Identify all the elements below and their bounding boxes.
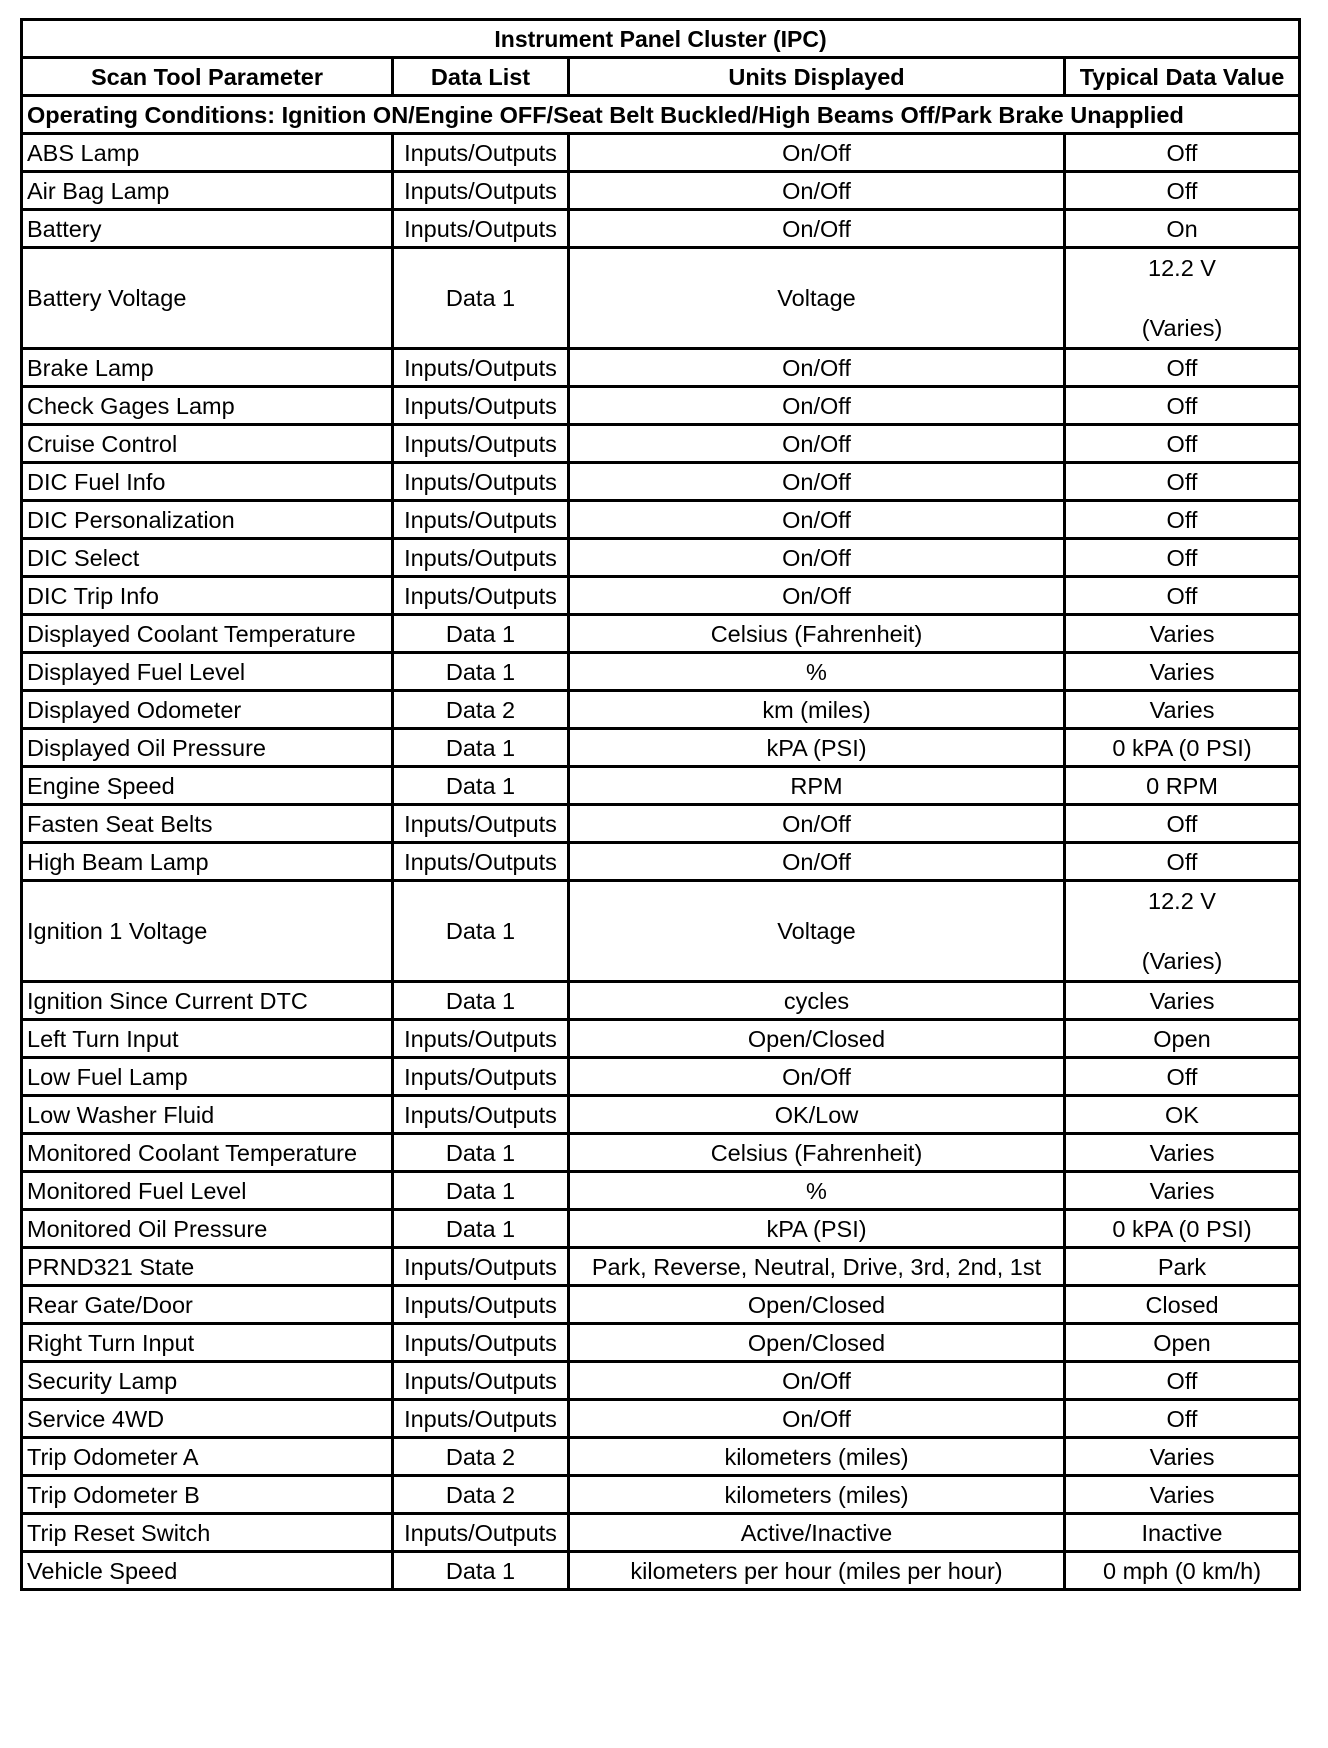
typical-value-cell: Open: [1065, 1324, 1300, 1362]
operating-conditions: Operating Conditions: Ignition ON/Engine OFF/Seat Belt Buckled/High Beams Off/Park Brake Unapplied: [22, 96, 1300, 134]
typical-value-cell: Off: [1065, 1400, 1300, 1438]
header-data-list: Data List: [393, 58, 569, 96]
table-header-row: [22, 58, 1300, 96]
table-row: [22, 172, 1300, 210]
data-list-cell: Inputs/Outputs: [393, 210, 569, 248]
units-cell: kilometers (miles): [569, 1476, 1065, 1514]
data-list-cell: Inputs/Outputs: [393, 577, 569, 615]
table-row: [22, 425, 1300, 463]
parameter-cell: Right Turn Input: [22, 1324, 393, 1362]
data-list-cell: Inputs/Outputs: [393, 1020, 569, 1058]
units-cell: On/Off: [569, 387, 1065, 425]
typical-value-cell: Varies: [1065, 1476, 1300, 1514]
parameter-cell: DIC Select: [22, 539, 393, 577]
table-title: Instrument Panel Cluster (IPC): [22, 20, 1300, 58]
header-units-displayed: Units Displayed: [569, 58, 1065, 96]
typical-value-cell: Off: [1065, 387, 1300, 425]
ipc-data-table: [20, 18, 1301, 1591]
data-list-cell: Data 2: [393, 691, 569, 729]
table-row: [22, 387, 1300, 425]
parameter-cell: Security Lamp: [22, 1362, 393, 1400]
parameter-cell: Low Fuel Lamp: [22, 1058, 393, 1096]
units-cell: cycles: [569, 982, 1065, 1020]
table-title-row: [22, 20, 1300, 58]
parameter-cell: Monitored Fuel Level: [22, 1172, 393, 1210]
typical-value-note: (Varies): [1141, 948, 1223, 974]
table-row: [22, 1552, 1300, 1590]
units-cell: Voltage: [569, 881, 1065, 982]
data-list-cell: Inputs/Outputs: [393, 539, 569, 577]
typical-value-cell: Varies: [1065, 1134, 1300, 1172]
data-list-cell: Data 1: [393, 1210, 569, 1248]
table-row: [22, 982, 1300, 1020]
data-list-cell: Data 1: [393, 1134, 569, 1172]
data-list-cell: Inputs/Outputs: [393, 1248, 569, 1286]
data-list-cell: Data 1: [393, 767, 569, 805]
table-row: [22, 1172, 1300, 1210]
typical-value-cell: Off: [1065, 463, 1300, 501]
table-row: [22, 210, 1300, 248]
parameter-cell: Displayed Odometer: [22, 691, 393, 729]
parameter-cell: DIC Personalization: [22, 501, 393, 539]
parameter-cell: Service 4WD: [22, 1400, 393, 1438]
data-list-cell: Data 1: [393, 729, 569, 767]
typical-value-cell: Off: [1065, 1362, 1300, 1400]
table-row: [22, 539, 1300, 577]
table-row: [22, 881, 1300, 982]
units-cell: On/Off: [569, 1362, 1065, 1400]
units-cell: On/Off: [569, 134, 1065, 172]
typical-value-cell: Off: [1065, 805, 1300, 843]
units-cell: Open/Closed: [569, 1020, 1065, 1058]
typical-value-cell: 0 mph (0 km/h): [1065, 1552, 1300, 1590]
table-row: [22, 1286, 1300, 1324]
units-cell: Active/Inactive: [569, 1514, 1065, 1552]
typical-value-cell: Off: [1065, 1058, 1300, 1096]
units-cell: RPM: [569, 767, 1065, 805]
units-cell: kilometers per hour (miles per hour): [569, 1552, 1065, 1590]
operating-conditions-row: [22, 96, 1300, 134]
parameter-cell: Ignition 1 Voltage: [22, 881, 393, 982]
units-cell: On/Off: [569, 1400, 1065, 1438]
parameter-cell: Monitored Oil Pressure: [22, 1210, 393, 1248]
typical-value-cell: Park: [1065, 1248, 1300, 1286]
data-list-cell: Data 2: [393, 1476, 569, 1514]
units-cell: kPA (PSI): [569, 1210, 1065, 1248]
parameter-cell: Fasten Seat Belts: [22, 805, 393, 843]
table-row: [22, 653, 1300, 691]
data-list-cell: Data 1: [393, 1552, 569, 1590]
units-cell: Open/Closed: [569, 1324, 1065, 1362]
units-cell: On/Off: [569, 501, 1065, 539]
data-list-cell: Data 1: [393, 653, 569, 691]
data-list-cell: Inputs/Outputs: [393, 425, 569, 463]
units-cell: On/Off: [569, 843, 1065, 881]
data-list-cell: Data 1: [393, 248, 569, 349]
typical-value-cell: Off: [1065, 843, 1300, 881]
parameter-cell: Trip Odometer A: [22, 1438, 393, 1476]
parameter-cell: Air Bag Lamp: [22, 172, 393, 210]
units-cell: Open/Closed: [569, 1286, 1065, 1324]
table-row: [22, 1438, 1300, 1476]
data-list-cell: Inputs/Outputs: [393, 1324, 569, 1362]
table-row: [22, 463, 1300, 501]
table-row: [22, 1248, 1300, 1286]
typical-value-cell: Open: [1065, 1020, 1300, 1058]
data-list-cell: Inputs/Outputs: [393, 1514, 569, 1552]
typical-value-cell: Off: [1065, 349, 1300, 387]
parameter-cell: Rear Gate/Door: [22, 1286, 393, 1324]
typical-value-cell: [1065, 248, 1300, 349]
parameter-cell: Trip Odometer B: [22, 1476, 393, 1514]
units-cell: Park, Reverse, Neutral, Drive, 3rd, 2nd, 1st: [569, 1248, 1065, 1286]
data-list-cell: Data 1: [393, 1172, 569, 1210]
data-list-cell: Inputs/Outputs: [393, 172, 569, 210]
parameter-cell: Brake Lamp: [22, 349, 393, 387]
table-row: [22, 1514, 1300, 1552]
table-row: [22, 349, 1300, 387]
parameter-cell: Displayed Oil Pressure: [22, 729, 393, 767]
typical-value-cell: Varies: [1065, 1438, 1300, 1476]
units-cell: %: [569, 653, 1065, 691]
parameter-cell: Monitored Coolant Temperature: [22, 1134, 393, 1172]
table-row: [22, 691, 1300, 729]
parameter-cell: DIC Trip Info: [22, 577, 393, 615]
table-row: [22, 767, 1300, 805]
parameter-cell: Engine Speed: [22, 767, 393, 805]
data-list-cell: Inputs/Outputs: [393, 1286, 569, 1324]
table-row: [22, 615, 1300, 653]
units-cell: Voltage: [569, 248, 1065, 349]
parameter-cell: DIC Fuel Info: [22, 463, 393, 501]
table-row: [22, 1096, 1300, 1134]
data-list-cell: Inputs/Outputs: [393, 805, 569, 843]
table-row: [22, 501, 1300, 539]
parameter-cell: Cruise Control: [22, 425, 393, 463]
table-row: [22, 1400, 1300, 1438]
typical-value-cell: Off: [1065, 539, 1300, 577]
units-cell: km (miles): [569, 691, 1065, 729]
typical-value-cell: Varies: [1065, 1172, 1300, 1210]
units-cell: On/Off: [569, 539, 1065, 577]
table-row: [22, 1058, 1300, 1096]
typical-value-cell: Closed: [1065, 1286, 1300, 1324]
table-row: [22, 843, 1300, 881]
typical-value-cell: [1065, 881, 1300, 982]
units-cell: kilometers (miles): [569, 1438, 1065, 1476]
typical-value-cell: Off: [1065, 501, 1300, 539]
typical-value-cell: 0 kPA (0 PSI): [1065, 729, 1300, 767]
units-cell: On/Off: [569, 805, 1065, 843]
typical-value-cell: On: [1065, 210, 1300, 248]
table-row: [22, 248, 1300, 349]
data-list-cell: Inputs/Outputs: [393, 1362, 569, 1400]
parameter-cell: Trip Reset Switch: [22, 1514, 393, 1552]
parameter-cell: Vehicle Speed: [22, 1552, 393, 1590]
header-scan-tool-parameter: Scan Tool Parameter: [22, 58, 393, 96]
typical-value-cell: OK: [1065, 1096, 1300, 1134]
units-cell: On/Off: [569, 425, 1065, 463]
typical-value-cell: Varies: [1065, 615, 1300, 653]
data-list-cell: Data 2: [393, 1438, 569, 1476]
units-cell: On/Off: [569, 210, 1065, 248]
units-cell: On/Off: [569, 463, 1065, 501]
table-row: [22, 729, 1300, 767]
units-cell: %: [569, 1172, 1065, 1210]
typical-value-cell: Varies: [1065, 653, 1300, 691]
data-list-cell: Data 1: [393, 615, 569, 653]
table-row: [22, 577, 1300, 615]
parameter-cell: Check Gages Lamp: [22, 387, 393, 425]
table-row: [22, 805, 1300, 843]
data-list-cell: Inputs/Outputs: [393, 349, 569, 387]
data-list-cell: Inputs/Outputs: [393, 843, 569, 881]
typical-value-cell: 0 RPM: [1065, 767, 1300, 805]
typical-value-note: (Varies): [1141, 315, 1223, 341]
table-row: [22, 1210, 1300, 1248]
typical-value-cell: Off: [1065, 577, 1300, 615]
typical-value-cell: Off: [1065, 425, 1300, 463]
typical-value: 12.2 V: [1148, 255, 1216, 281]
typical-value-cell: Varies: [1065, 691, 1300, 729]
parameter-cell: Low Washer Fluid: [22, 1096, 393, 1134]
units-cell: kPA (PSI): [569, 729, 1065, 767]
typical-value-cell: 0 kPA (0 PSI): [1065, 1210, 1300, 1248]
data-list-cell: Inputs/Outputs: [393, 1058, 569, 1096]
units-cell: Celsius (Fahrenheit): [569, 615, 1065, 653]
table-row: [22, 1020, 1300, 1058]
parameter-cell: High Beam Lamp: [22, 843, 393, 881]
parameter-cell: Ignition Since Current DTC: [22, 982, 393, 1020]
data-list-cell: Data 1: [393, 982, 569, 1020]
parameter-cell: PRND321 State: [22, 1248, 393, 1286]
typical-value-cell: Off: [1065, 172, 1300, 210]
header-typical-data-value: Typical Data Value: [1065, 58, 1300, 96]
parameter-cell: Battery Voltage: [22, 248, 393, 349]
typical-value-cell: Off: [1065, 134, 1300, 172]
units-cell: OK/Low: [569, 1096, 1065, 1134]
units-cell: On/Off: [569, 577, 1065, 615]
parameter-cell: Left Turn Input: [22, 1020, 393, 1058]
table-row: [22, 1362, 1300, 1400]
parameter-cell: Displayed Fuel Level: [22, 653, 393, 691]
parameter-cell: Displayed Coolant Temperature: [22, 615, 393, 653]
typical-value: 12.2 V: [1148, 888, 1216, 914]
data-list-cell: Inputs/Outputs: [393, 134, 569, 172]
typical-value-cell: Inactive: [1065, 1514, 1300, 1552]
typical-value-cell: Varies: [1065, 982, 1300, 1020]
units-cell: On/Off: [569, 349, 1065, 387]
units-cell: Celsius (Fahrenheit): [569, 1134, 1065, 1172]
data-list-cell: Inputs/Outputs: [393, 463, 569, 501]
table-row: [22, 1134, 1300, 1172]
table-row: [22, 134, 1300, 172]
table-row: [22, 1324, 1300, 1362]
units-cell: On/Off: [569, 172, 1065, 210]
table-row: [22, 1476, 1300, 1514]
parameter-cell: ABS Lamp: [22, 134, 393, 172]
parameter-cell: Battery: [22, 210, 393, 248]
data-list-cell: Data 1: [393, 881, 569, 982]
data-list-cell: Inputs/Outputs: [393, 1400, 569, 1438]
units-cell: On/Off: [569, 1058, 1065, 1096]
data-list-cell: Inputs/Outputs: [393, 387, 569, 425]
data-list-cell: Inputs/Outputs: [393, 501, 569, 539]
data-list-cell: Inputs/Outputs: [393, 1096, 569, 1134]
